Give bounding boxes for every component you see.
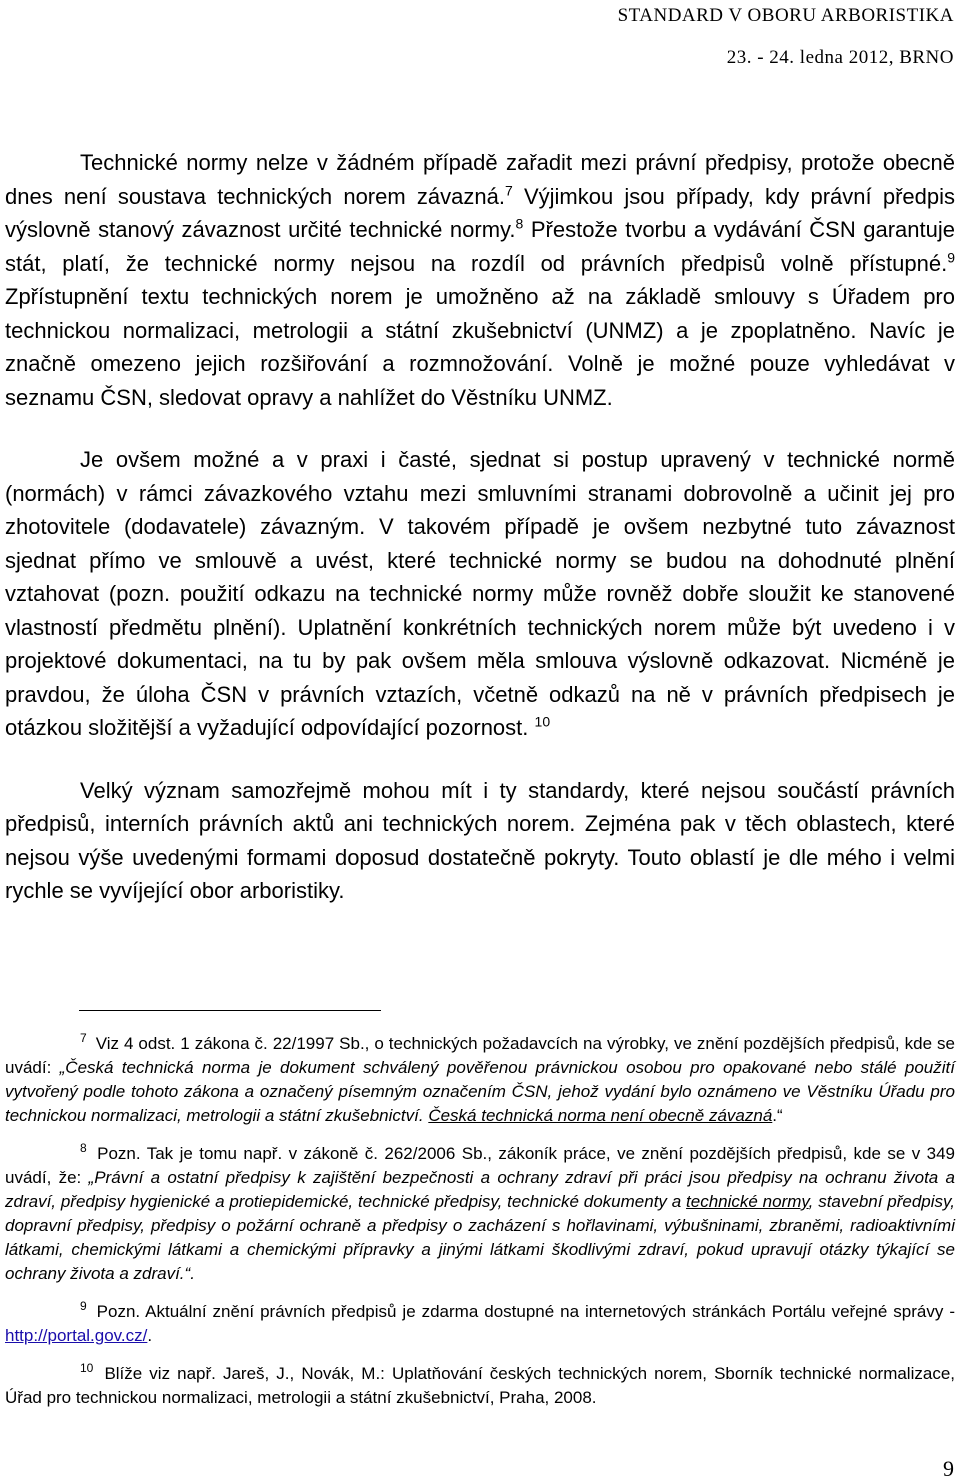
footnote-10 xyxy=(5,1362,955,1410)
paragraph-2 xyxy=(5,443,955,745)
footnote-text: Pozn. Tak je tomu např. v zákoně č. 262/2006 Sb., zákoník práce, ve znění pozdějších předpisů, kde se v 349 uvádí, že: xyxy=(5,1144,955,1187)
paragraph-3 xyxy=(5,774,955,908)
footnotes xyxy=(5,1032,955,1424)
paragraph-text: Výjimkou jsou případy, kdy právní předpis výslovně stanový závaznost určité technické normy. xyxy=(5,183,955,242)
footnote-underlined: Česká technická norma není obecně závazná xyxy=(428,1106,773,1125)
header-title: STANDARD V OBORU ARBORISTIKA xyxy=(617,5,954,26)
footnote-9 xyxy=(5,1300,955,1348)
footnote-number: 8 xyxy=(80,1141,87,1156)
footnote-text: Viz 4 odst. 1 zákona č. 22/1997 Sb., o technických požadavcích na výrobky, ve znění pozdějších předpisů, kde se uvádí: xyxy=(5,1034,955,1077)
footnote-ref-10[interactable]: 10 xyxy=(534,713,551,730)
portal-link[interactable]: http://portal.gov.cz/ xyxy=(5,1326,148,1345)
footnote-7 xyxy=(5,1032,955,1128)
paragraph-text: Zpřístupnění textu technických norem je umožněno až na základě smlouvy s Úřadem pro technickou normalizaci, metrologii a státní zkušebnictví (UNMZ) a je zpoplatněno. Navíc je značně omezeno jejich rozšiřování a rozmnožování. Volně je možné pouze vyhledávat v seznamu ČSN, sledovat opravy a nahlížet do Věstníku UNMZ. xyxy=(5,284,955,410)
paragraph-text: Je ovšem možné a v praxi i časté, sjednat si postup upravený v technické normě (normách) v rámci závazkového vztahu mezi smluvními stranami dobrovolně a učinit jej pro zhotovitele (dodavatele) závazným. V takovém případě je ovšem nezbytné tuto závaznost sjednat přímo ve smlouvě a uvést, které technické normy se budou na dohodnuté plnění vztahovat (pozn. použití odkazu na technické normy může rovněž dobře sloužit ke stanovené vlastností předmětu plnění). Uplatnění konkrétních technických norem může být uvedeno i v projektové dokumentaci, na tu by pak ovšem měla smlouva výslovně odkazovat. Nicméně je pravdou, že úloha ČSN v právních vztazích, včetně odkazů na ně v právních předpisech je otázkou složitější a vyžadující odpovídající pozornost. xyxy=(5,447,955,740)
footnote-ref-7[interactable]: 7 xyxy=(504,182,513,199)
footnote-separator xyxy=(79,1010,381,1011)
page-header xyxy=(618,0,954,73)
footnote-text: .“ xyxy=(772,1106,783,1125)
footnote-underlined: technické normy xyxy=(686,1192,809,1211)
footnote-number: 9 xyxy=(80,1299,87,1314)
header-date: 23. - 24. ledna 2012, BRNO xyxy=(726,47,954,69)
footnote-quote: „Právní a ostatní předpisy k zajištění bezpečnosti a ochrany zdraví při práci jsou předpisy na ochranu života a zdraví, předpisy hygienické a protiepidemické, technické předpisy, technické dokumenty a xyxy=(5,1168,955,1211)
footnote-ref-8[interactable]: 8 xyxy=(515,215,524,232)
footnote-ref-9[interactable]: 9 xyxy=(947,249,955,266)
footnote-quote: , stavební předpisy, dopravní předpisy, předpisy o požární ochraně a předpisy o zacházení s hořlavinami, výbušninami, zbraněmi, radioaktivními látkami, chemickými látkami a chemickými přípravky a jinými látkami škodlivými zdraví, pokud upravují otázky týkající se ochrany života a zdraví.“. xyxy=(5,1192,956,1283)
paragraph-text: Technické normy nelze v žádném případě zařadit mezi právní předpisy, protože obecně dnes není soustava technických norem závazná. xyxy=(5,150,955,209)
paragraph-text: Přestože tvorbu a vydávání ČSN garantuje stát, platí, že technické normy nejsou na rozdíl od právních předpisů volně přístupné. xyxy=(5,217,955,276)
paragraph-text: Velký význam samozřejmě mohou mít i ty standardy, které nejsou součástí právních předpisů, interních právních aktů ani technických norem. Zejména pak v těch oblastech, které nejsou výše uvedenými formami doposud dostatečně pokryty. Touto oblastí je dle mého i velmi rychle se vyvíjející obor arboristiky. xyxy=(5,777,955,903)
footnote-quote: „Česká technická norma je dokument schválený pověřenou právnickou osobou pro opakované nebo stálé použití vytvořený podle tohoto zákona a označený písemným označením ČSN, jehož vydání bylo oznámeno ve Věstníku Úřadu pro technickou normalizaci, metrologii a státní zkušebnictví. xyxy=(5,1058,955,1125)
page-number: 9 xyxy=(943,1456,954,1481)
main-text xyxy=(5,146,955,937)
footnote-8 xyxy=(5,1142,955,1286)
footnote-number: 7 xyxy=(80,1031,87,1046)
footnote-text: Pozn. Aktuální znění právních předpisů je zdarma dostupné na internetových stránkách Portálu veřejné správy - xyxy=(96,1302,955,1321)
footnote-text: Blíže viz např. Jareš, J., Novák, M.: Uplatňování českých technických norem, Sborník technické normalizace, Úřad pro technickou normalizaci, metrologii a státní zkušebnictví, Praha, 2008. xyxy=(5,1364,955,1407)
footnote-number: 10 xyxy=(80,1361,94,1376)
footnote-text: . xyxy=(147,1326,153,1345)
paragraph-1 xyxy=(5,146,955,414)
